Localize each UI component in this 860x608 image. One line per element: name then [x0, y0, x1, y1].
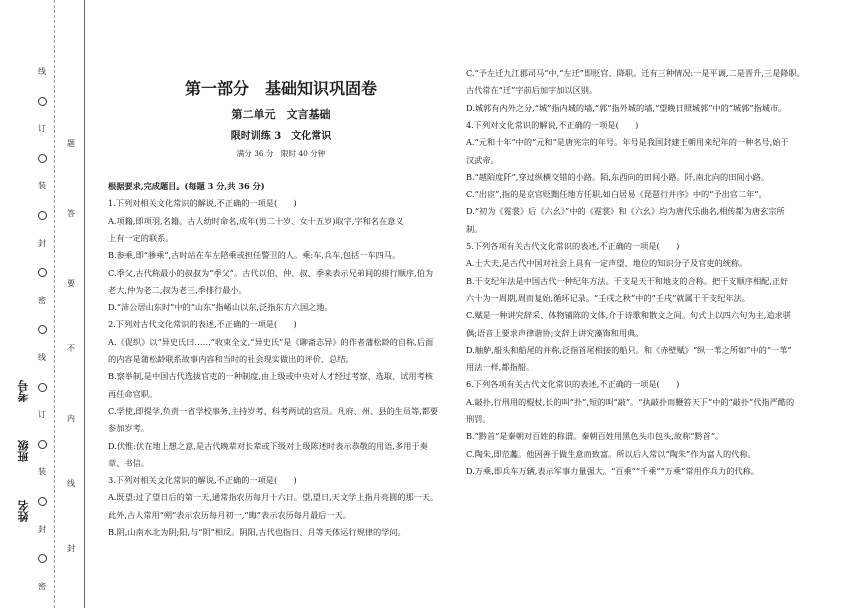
text-line: 的内容是蒲松龄联系故事内容和当时的社会现实做出的评价、总结。: [108, 354, 354, 364]
binding-inner-mark: 要: [67, 279, 75, 288]
text-line: 根据要求,完成题目。(每题 3 分,共 36 分): [108, 181, 265, 191]
binding-inner-mark: 不: [67, 344, 75, 353]
binding-mark: 装: [38, 467, 46, 477]
text-line: 此外,古人常用“朔”表示农历每月初一,“晦”表示农历每月最后一天。: [108, 509, 352, 520]
binding-inner-mark: 线: [67, 479, 75, 488]
binding-mark: 密: [38, 295, 46, 305]
text-line: B.察举制,是中国古代选拔官吏的一种制度,由上级或中央对人才经过考察、选取、试用考核: [108, 371, 433, 382]
text-line: B.阴,山南水北为阴;阳,与“阴”相反。阴阳,古代也指日、月等天体运行规律的学问。: [108, 527, 406, 537]
text-line: 偶;语音上要求声律谐协;文辞上讲究藻饰和用典。: [466, 327, 644, 338]
exam-no-label: 考号: [17, 380, 30, 402]
text-line: 2.下列对古代文化常识的表述,不正确的一项是( ): [108, 319, 297, 330]
binding-mark: 线: [38, 353, 46, 362]
binding-inner-mark: 内: [67, 414, 75, 423]
class-label: 班级: [17, 440, 30, 462]
text-line: 再任命官职。: [108, 388, 158, 399]
cut-line: [84, 0, 85, 608]
binding-mark: 订: [38, 410, 46, 420]
text-line: D.舳舻,船头和船尾的并称,泛指首尾相接的船只。和《赤壁赋》“纵一苇之所如”中的“一苇”: [466, 344, 792, 355]
text-line: A.既望:过了望日后的第一天,通常指农历每月十六日。望,望日,天文学上指月亮圆的那一天。: [108, 492, 439, 503]
exam-meta: 满分 36 分 限时 40 分钟: [236, 149, 326, 158]
text-line: 用法一样,都指船。: [466, 362, 535, 373]
text-line: D.城郭有内外之分,“城”指内城的墙,“郭”指外城的墙,“望晚日照城郭”中的“城郭”指城市。: [466, 102, 787, 113]
text-line: 汉武帝。: [466, 154, 499, 165]
binding-circle: [38, 383, 47, 392]
text-line: C.赋是一种讲究辞采、体物铺陈的文体,介于诗歌和散文之间。句式上以四六句为主,追求骈: [466, 310, 791, 321]
text-line: B.干支纪年法是中国古代一种纪年方法。干支是天干和地支的合称。把干支顺序相配,正好: [466, 275, 789, 286]
text-line: A.项籍,即项羽,名籍。古人幼时命名,成年(男二十岁、女十五岁)取字,字和名在意义: [108, 215, 404, 226]
text-line: A.士大夫,是古代中国对社会上具有一定声望、地位的知识分子及官吏的统称。: [466, 258, 748, 269]
text-line: B.参乘,即“骖乘”,古时站在车左陪乘或担任警卫的人。乘:车,兵车,包括一车四马。: [108, 250, 401, 261]
unit-title: 第二单元 文言基础: [231, 108, 331, 121]
binding-circle: [38, 268, 47, 277]
text-line: A.《促织》以“异史氏曰……”收束全文,“异史氏”是《聊斋志异》的作者蒲松龄的自称,后面: [108, 336, 434, 347]
binding-mark: 密: [38, 581, 46, 591]
binding-inner-mark: 题: [67, 139, 75, 148]
text-line: 制。: [466, 223, 483, 234]
binding-circle: [38, 554, 47, 563]
binding-circle: [38, 440, 47, 449]
binding-mark: 线: [38, 67, 46, 76]
text-line: 六十为一周期,周而复始,循环记录。“壬戌之秋”中的“壬戌”就属于干支纪年法。: [466, 292, 750, 303]
text-line: B.“越陌度阡”,穿过纵横交错的小路。陌,东西向的田间小路。阡,南北向的田间小路。: [466, 171, 770, 182]
text-line: C.“出宦”,指的是京官贬黜任地方任职,如白居易《琵琶行并序》中的“予出官二年”。: [466, 189, 767, 200]
text-line: 刑罚。: [466, 414, 491, 424]
binding-inner-mark: 封: [67, 544, 75, 553]
binding-circle: [38, 325, 47, 334]
text-line: A.“元和十年”中的“元和”是唐宪宗的年号。年号是我国封建王朝用来纪年的一种名号,始于: [466, 137, 789, 148]
text-line: 老大,仲为老二,叔为老三,季排行最小。: [108, 284, 247, 295]
text-line: C.“予左迁九江郡司马”中,“左迁”即贬官、降职。迁有三种情况:一是平调,二是晋升,三是降职。: [466, 68, 805, 78]
text-line: 章、书信。: [108, 457, 149, 468]
name-label: 姓名: [17, 500, 30, 522]
binding-margin: [0, 0, 92, 608]
text-line: 上有一定的联系。: [108, 232, 174, 243]
binding-mark: 封: [38, 238, 46, 248]
text-line: C.陶朱,即范蠡。他因善于做生意而致富。所以后人常以“陶朱”作为富人的代称。: [466, 448, 756, 459]
text-line: 参加岁考。: [108, 423, 149, 434]
binding-mark: 订: [38, 124, 46, 134]
binding-circle: [38, 211, 47, 220]
binding-mark: 封: [38, 524, 46, 534]
binding-circle: [38, 154, 47, 163]
text-line: 5.下列各项有关古代文化常识的表述,不正确的一项是( ): [466, 241, 680, 251]
text-line: C.季父,古代称最小的叔叔为“季父”。古代以伯、仲、叔、季来表示兄弟间的排行顺序,伯为: [108, 267, 434, 278]
text-line: D.伏惟:伏在地上想之意,是古代晚辈对长辈或下级对上级陈述时表示恭敬的用语,多用于奏: [108, 440, 428, 451]
binding-mark: 装: [38, 181, 46, 191]
text-line: D.万乘,即兵车万辆,表示军事力量强大。“百乘”“千乘”“万乘”常用作兵力的代称。: [466, 465, 760, 476]
text-line: 3.下列对相关文化常识的解说,不正确的一项是( ): [108, 475, 297, 486]
text-line: 4.下列对文化常识的解说,不正确的一项是( ): [466, 119, 639, 130]
text-line: B.“黔首”是秦朝对百姓的称谓。秦朝百姓用黑色头巾包头,故称“黔首”。: [466, 431, 724, 442]
binding-circle: [38, 497, 47, 506]
text-line: 古代常在“迁”字前后加字加以区别。: [466, 85, 598, 96]
text-line: D.“沛公居山东时”中的“山东”指崤山以东,泛指东方六国之地。: [108, 302, 333, 313]
fold-line: [54, 0, 55, 608]
binding-circle: [38, 97, 47, 106]
part-title: 第一部分 基础知识巩固卷: [184, 79, 377, 98]
binding-inner-mark: 答: [67, 209, 75, 218]
drill-title: 限时训练 3 文化常识: [230, 131, 332, 142]
text-line: A.敲扑,行刑用的棍杖,长的叫“扑”,短的叫“敲”。“执敲扑而鞭笞天下”中的“敲扑”代指严酷的: [466, 396, 795, 407]
text-line: 6.下列各项有关古代文化常识的表述,不正确的一项是( ): [466, 379, 680, 390]
text-line: C.学使,即提学,负责一省学校事务,主持岁考、科考两试的官员。凡府、州、县的生员等,都要: [108, 405, 439, 416]
text-line: 1.下列对相关文化常识的解说,不正确的一项是( ): [108, 198, 297, 209]
text-line: D.“初为《霓裳》后《六幺》”中的《霓裳》和《六幺》均为唐代乐曲名,相传都为唐玄宗所: [466, 206, 785, 217]
